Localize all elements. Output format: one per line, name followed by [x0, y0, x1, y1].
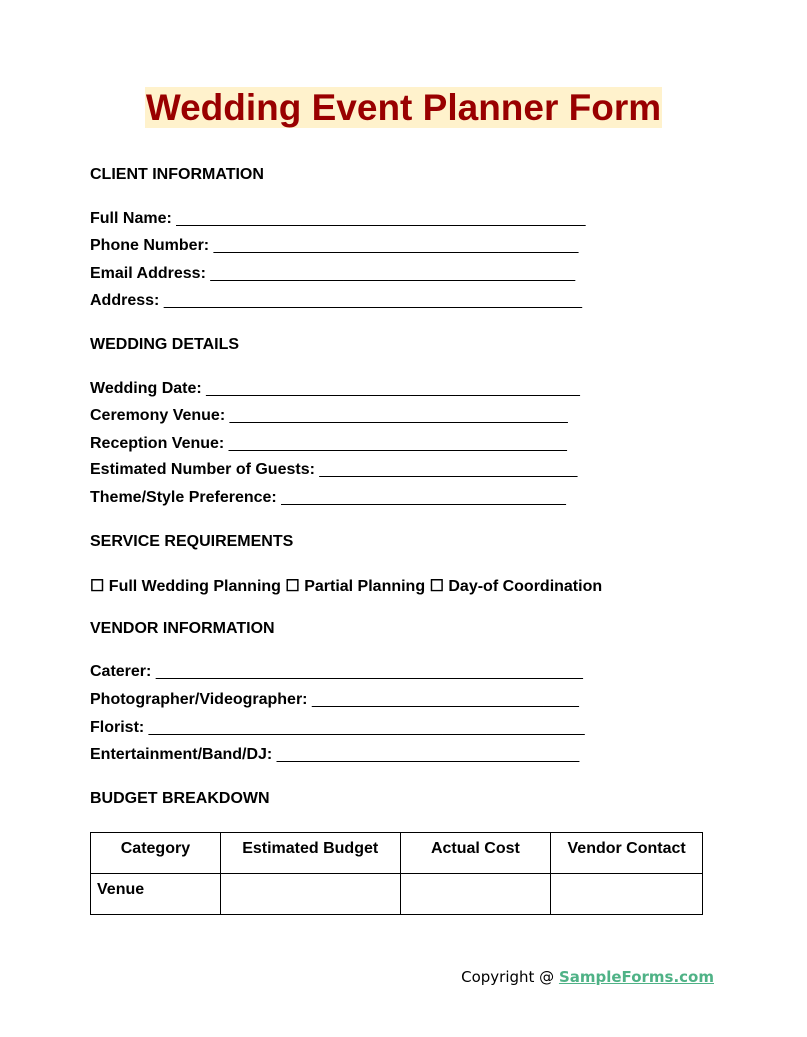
field-label: Email Address: — [90, 265, 206, 282]
table-cell[interactable] — [220, 874, 400, 915]
column-header: Category — [91, 833, 221, 874]
field-label: Photographer/Videographer: — [90, 691, 308, 708]
field-line[interactable]: _________________________________________________ — [148, 719, 585, 736]
full-name-field[interactable] — [90, 210, 586, 228]
section-heading-wedding: WEDDING DETAILS — [90, 336, 240, 353]
table-header-row — [91, 833, 703, 874]
email-address-field[interactable] — [90, 265, 575, 283]
field-label: Ceremony Venue: — [90, 407, 226, 424]
theme-style-field[interactable] — [90, 489, 566, 507]
checkbox-label: Full Wedding Planning — [108, 578, 281, 595]
column-header: Vendor Contact — [551, 833, 703, 874]
field-label: Florist: — [90, 719, 145, 736]
field-line[interactable]: __________________________________ — [276, 746, 580, 763]
checkbox-day-of-coordination[interactable] — [430, 578, 603, 595]
caterer-field[interactable] — [90, 663, 583, 681]
field-label: Theme/Style Preference: — [90, 489, 277, 506]
field-label: Estimated Number of Guests: — [90, 461, 315, 478]
section-heading-budget: BUDGET BREAKDOWN — [90, 790, 270, 807]
field-line[interactable]: _____________________________ — [319, 461, 578, 478]
field-line[interactable]: _________________________________________ — [210, 265, 576, 282]
checkbox-label: Day-of Coordination — [448, 578, 603, 595]
table-cell[interactable] — [400, 874, 551, 915]
checkbox-icon[interactable]: ☐ — [90, 578, 105, 595]
field-line[interactable]: ______________________________________________ — [176, 210, 586, 227]
budget-table — [90, 832, 703, 915]
section-heading-service: SERVICE REQUIREMENTS — [90, 533, 294, 550]
checkbox-label: Partial Planning — [304, 578, 426, 595]
photographer-field[interactable] — [90, 691, 579, 709]
table-cell[interactable] — [551, 874, 703, 915]
field-line[interactable]: ______________________________________ — [228, 435, 567, 452]
section-heading-vendor: VENDOR INFORMATION — [90, 620, 275, 637]
column-header: Actual Cost — [400, 833, 551, 874]
phone-number-field[interactable] — [90, 237, 578, 255]
guest-count-field[interactable] — [90, 461, 577, 479]
field-label: Wedding Date: — [90, 380, 202, 397]
field-line[interactable]: _______________________________________________ — [163, 292, 583, 309]
field-label: Reception Venue: — [90, 435, 225, 452]
field-label: Phone Number: — [90, 237, 210, 254]
page-title: Wedding Event Planner Form — [145, 87, 662, 128]
field-label: Address: — [90, 292, 160, 309]
field-label: Full Name: — [90, 210, 172, 227]
field-line[interactable]: ______________________________ — [311, 691, 579, 708]
florist-field[interactable] — [90, 719, 585, 737]
table-cell: Venue — [91, 874, 221, 915]
checkbox-full-planning[interactable] — [90, 578, 281, 595]
copyright-text: Copyright @ — [461, 968, 559, 986]
field-label: Entertainment/Band/DJ: — [90, 746, 273, 763]
section-heading-client: CLIENT INFORMATION — [90, 166, 264, 183]
checkbox-icon[interactable]: ☐ — [429, 578, 444, 595]
field-line[interactable]: ______________________________________ — [229, 407, 568, 424]
table-row — [91, 874, 703, 915]
copyright-footer — [461, 968, 714, 986]
field-line[interactable]: ________________________________ — [281, 489, 566, 506]
title-wrapper — [0, 87, 807, 128]
address-field[interactable] — [90, 292, 582, 310]
sampleforms-link[interactable]: SampleForms.com — [558, 968, 714, 986]
column-header: Estimated Budget — [220, 833, 400, 874]
checkbox-partial-planning[interactable] — [285, 578, 425, 595]
service-options — [90, 576, 602, 596]
field-line[interactable]: _________________________________________ — [213, 237, 579, 254]
wedding-date-field[interactable] — [90, 380, 580, 398]
checkbox-icon[interactable]: ☐ — [285, 578, 300, 595]
entertainment-field[interactable] — [90, 746, 579, 764]
field-line[interactable]: __________________________________________ — [206, 380, 580, 397]
field-label: Caterer: — [90, 663, 152, 680]
ceremony-venue-field[interactable] — [90, 407, 568, 425]
field-line[interactable]: ________________________________________________ — [155, 663, 583, 680]
reception-venue-field[interactable] — [90, 435, 567, 453]
